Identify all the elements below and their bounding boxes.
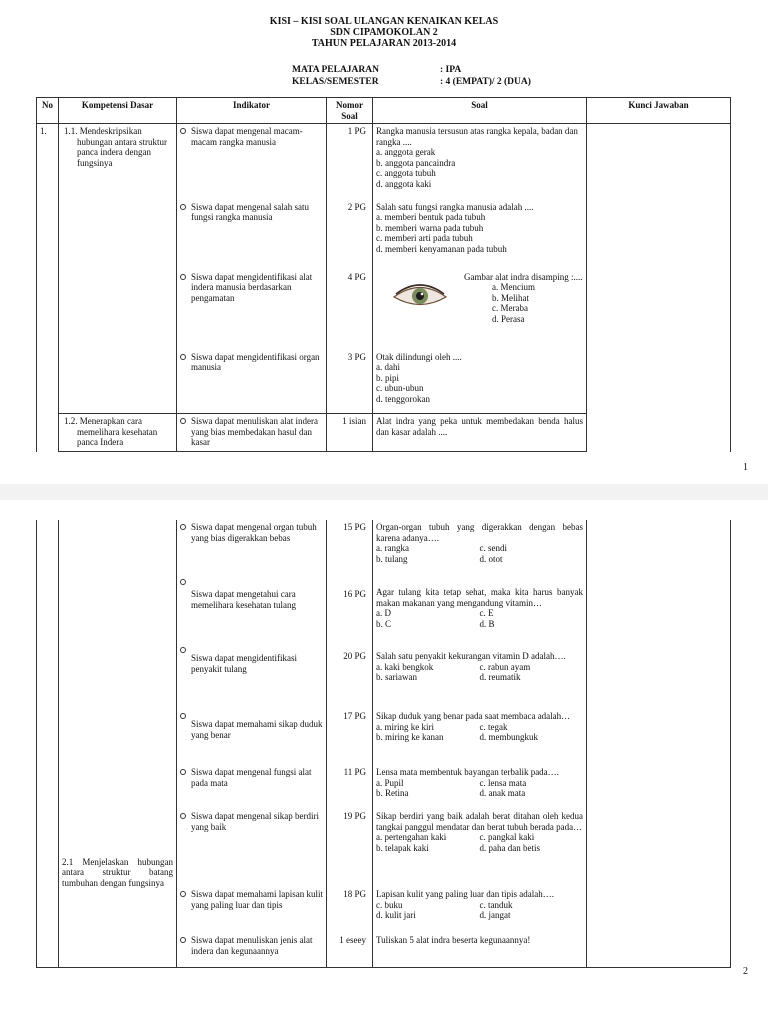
indikator-cell: Siswa dapat memahami lapisan kulit yang paling luar dan tipis bbox=[177, 887, 327, 933]
soal-option: b. Melihat bbox=[492, 292, 529, 303]
soal-option: a. memberi bentuk pada tubuh bbox=[376, 212, 486, 222]
soal-text: Organ-organ tubuh yang digerakkan dengan bebas karena adanya…. bbox=[376, 522, 583, 543]
kompetensi-dasar: 2.1 Menjelaskan hubungan antara struktur batang tumbuhan dengan fungsinya bbox=[59, 520, 177, 967]
soal-text: Salah satu fungsi rangka manusia adalah .... bbox=[376, 201, 534, 212]
soal-cell bbox=[373, 350, 587, 414]
soal-option: d. memberi kenyamanan pada tubuh bbox=[376, 243, 507, 254]
soal-text: Gambar alat indra disamping :.... bbox=[464, 271, 583, 282]
soal-option: c. ubun-ubun bbox=[376, 383, 424, 393]
soal-text: Agar tulang kita tetap sehat, maka kita harus banyak makan makanan yang mengandung vitamin… bbox=[376, 587, 583, 608]
soal-option: c. tegak bbox=[479, 721, 508, 732]
soal-option: a. anggota gerak bbox=[376, 147, 436, 157]
soal-option: b. pipi bbox=[376, 372, 400, 383]
indikator-cell: Siswa dapat mengenal macam-macam rangka manusia bbox=[177, 124, 327, 200]
nomor-soal: 3 PG bbox=[327, 350, 373, 414]
kelas-label: KELAS/SEMESTER bbox=[292, 77, 379, 87]
soal-cell bbox=[373, 887, 587, 933]
soal-option: b. miring ke kanan bbox=[376, 732, 444, 742]
soal-option: b. Retina bbox=[376, 788, 409, 798]
soal-text: Salah satu penyakit kekurangan vitamin D adalah…. bbox=[376, 651, 566, 661]
kunci-jawaban-cell bbox=[587, 520, 731, 967]
nomor-soal: 4 PG bbox=[327, 270, 373, 350]
indikator-cell: Siswa dapat mengidentifikasi organ manusia bbox=[177, 350, 327, 414]
soal-option: d. paha dan betis bbox=[479, 842, 540, 853]
soal-option: c. lensa mata bbox=[479, 777, 527, 788]
soal-cell bbox=[373, 270, 587, 350]
document-header bbox=[0, 16, 768, 49]
document-page-1 bbox=[0, 0, 768, 484]
soal-option: a. miring ke kiri bbox=[376, 721, 434, 732]
soal-option: b. anggota pancaindra bbox=[376, 157, 456, 168]
soal-option: c. anggota tubuh bbox=[376, 168, 436, 178]
table-header-row bbox=[37, 98, 731, 124]
row-number-empty bbox=[37, 520, 59, 967]
nomor-soal: 19 PG bbox=[327, 809, 373, 887]
kelas-value: : 4 (EMPAT)/ 2 (DUA) bbox=[440, 77, 531, 87]
soal-option: d. kulit jari bbox=[376, 910, 416, 920]
soal-option: b. sariawan bbox=[376, 672, 417, 682]
nomor-soal: 20 PG bbox=[327, 643, 373, 709]
soal-cell: Alat indra yang peka untuk membedakan benda halus dan kasar adalah .... bbox=[373, 414, 587, 452]
kisi-table-page-2 bbox=[36, 520, 731, 968]
indikator-cell: Siswa dapat mengidentifikasi penyakit tulang bbox=[177, 643, 327, 709]
soal-option: a. D bbox=[376, 608, 391, 618]
soal-option: c. memberi arti pada tubuh bbox=[376, 233, 473, 243]
soal-option: c. sendi bbox=[479, 543, 507, 553]
indikator-cell: Siswa dapat mengidentifikasi alat indera manusia berdasarkan pengamatan bbox=[177, 270, 327, 350]
soal-cell bbox=[373, 643, 587, 709]
soal-cell bbox=[373, 124, 587, 200]
mapel-label: MATA PELAJARAN bbox=[292, 65, 379, 75]
document-page-2 bbox=[0, 500, 768, 1024]
soal-option: c. tanduk bbox=[479, 899, 513, 910]
header-year: TAHUN PELAJARAN 2013-2014 bbox=[311, 38, 457, 49]
soal-text: Sikap duduk yang benar pada saat membaca adalah… bbox=[376, 711, 571, 721]
header-school: SDN CIPAMOKOLAN 2 bbox=[330, 27, 438, 38]
nomor-soal: 1 PG bbox=[327, 124, 373, 200]
indikator-cell: Siswa dapat memahami sikap duduk yang benar bbox=[177, 709, 327, 765]
document-meta bbox=[292, 64, 531, 88]
soal-cell bbox=[373, 575, 587, 643]
mapel-value: : IPA bbox=[440, 65, 462, 75]
soal-text: Sikap berdiri yang baik adalah berat ditahan oleh kedua tangkai panggul mendatar dan berat tubuh berada pada… bbox=[376, 811, 583, 832]
soal-option: c. pangkal kaki bbox=[479, 832, 535, 842]
soal-text: Rangka manusia tersusun atas rangka kepala, badan dan rangka .... bbox=[376, 126, 578, 147]
indikator-cell: Siswa dapat mengenal organ tubuh yang bias digerakkan bebas bbox=[177, 520, 327, 575]
soal-option: a. Pupil bbox=[376, 777, 404, 788]
nomor-soal: 11 PG bbox=[327, 765, 373, 809]
soal-option: d. otot bbox=[479, 553, 503, 564]
soal-option: d. reumatik bbox=[479, 672, 521, 682]
soal-option: a. dahi bbox=[376, 362, 400, 372]
soal-text: Lensa mata membentuk bayangan terbalik pada…. bbox=[376, 767, 559, 777]
nomor-soal: 1 isian bbox=[327, 414, 373, 452]
indikator-cell: Siswa dapat mengenal fungsi alat pada mata bbox=[177, 765, 327, 809]
col-header-nomor: Nomor Soal bbox=[327, 98, 373, 124]
soal-option: d. jangat bbox=[479, 910, 511, 920]
soal-option: b. C bbox=[376, 618, 392, 629]
indikator-cell: Siswa dapat mengetahui cara memelihara kesehatan tulang bbox=[177, 575, 327, 643]
header-title: KISI – KISI SOAL ULANGAN KENAIKAN KELAS bbox=[269, 16, 499, 27]
soal-option: d. membungkuk bbox=[479, 732, 538, 742]
nomor-soal: 15 PG bbox=[327, 520, 373, 575]
soal-cell bbox=[373, 809, 587, 887]
soal-option: c. E bbox=[479, 608, 494, 618]
soal-cell: Tuliskan 5 alat indra beserta kegunaannya! bbox=[373, 933, 587, 967]
page-number: 2 bbox=[743, 966, 748, 977]
indikator-cell: Siswa dapat menuliskan alat indera yang bias membedakan hasul dan kasar bbox=[177, 414, 327, 452]
page-number: 1 bbox=[743, 462, 748, 473]
table-row bbox=[37, 124, 731, 200]
soal-cell bbox=[373, 709, 587, 765]
soal-option: b. memberi warna pada tubuh bbox=[376, 222, 484, 233]
col-header-kompetensi: Kompetensi Dasar bbox=[59, 98, 177, 124]
soal-option: b. tulang bbox=[376, 553, 408, 564]
nomor-soal: 2 PG bbox=[327, 200, 373, 270]
soal-option: d. anggota kaki bbox=[376, 178, 432, 189]
table-row bbox=[37, 520, 731, 575]
nomor-soal: 17 PG bbox=[327, 709, 373, 765]
soal-cell bbox=[373, 520, 587, 575]
col-header-soal: Soal bbox=[373, 98, 587, 124]
kompetensi-dasar: 1.2. Menerapkan cara memelihara kesehatan panca Indera bbox=[59, 414, 177, 452]
soal-option: d. B bbox=[479, 618, 495, 629]
soal-option: a. pertengahan kaki bbox=[376, 832, 447, 842]
eye-icon bbox=[392, 282, 448, 312]
kunci-jawaban-cell bbox=[587, 124, 731, 452]
soal-text: Lapisan kulit yang paling luar dan tipis adalah…. bbox=[376, 889, 554, 899]
soal-option: a. rangka bbox=[376, 543, 409, 553]
table-bottom-border bbox=[37, 967, 731, 968]
nomor-soal: 1 eseey bbox=[327, 933, 373, 967]
indikator-cell: Siswa dapat mengenal salah satu fungsi rangka manusia bbox=[177, 200, 327, 270]
row-number: 1. bbox=[37, 124, 59, 452]
soal-option: d. anak mata bbox=[479, 788, 526, 798]
kompetensi-dasar: 1.1. Mendeskripsikan hubungan antara struktur panca indera dengan fungsinya bbox=[59, 124, 177, 414]
nomor-soal: 18 PG bbox=[327, 887, 373, 933]
soal-option: c. rabun ayam bbox=[479, 661, 531, 672]
col-header-kunci: Kunci Jawaban bbox=[587, 98, 731, 124]
soal-cell bbox=[373, 765, 587, 809]
kisi-table-page-1 bbox=[36, 97, 731, 452]
col-header-indikator: Indikator bbox=[177, 98, 327, 124]
soal-cell bbox=[373, 200, 587, 270]
soal-option: c. Meraba bbox=[492, 303, 528, 313]
nomor-soal: 16 PG bbox=[327, 575, 373, 643]
soal-option: d. tenggorokan bbox=[376, 393, 430, 404]
col-header-no: No bbox=[37, 98, 59, 124]
soal-text: Otak dilindungi oleh .... bbox=[376, 351, 462, 362]
indikator-cell: Siswa dapat mengenal sikap berdiri yang baik bbox=[177, 809, 327, 887]
soal-option: c. buku bbox=[376, 899, 403, 910]
soal-option: a. Mencium bbox=[492, 282, 535, 292]
soal-option: a. kaki bengkok bbox=[376, 661, 434, 672]
soal-option: b. telapak kaki bbox=[376, 842, 429, 853]
indikator-cell: Siswa dapat menuliskan jenis alat indera dan kegunaannya bbox=[177, 933, 327, 967]
soal-option: d. Perasa bbox=[492, 313, 525, 324]
